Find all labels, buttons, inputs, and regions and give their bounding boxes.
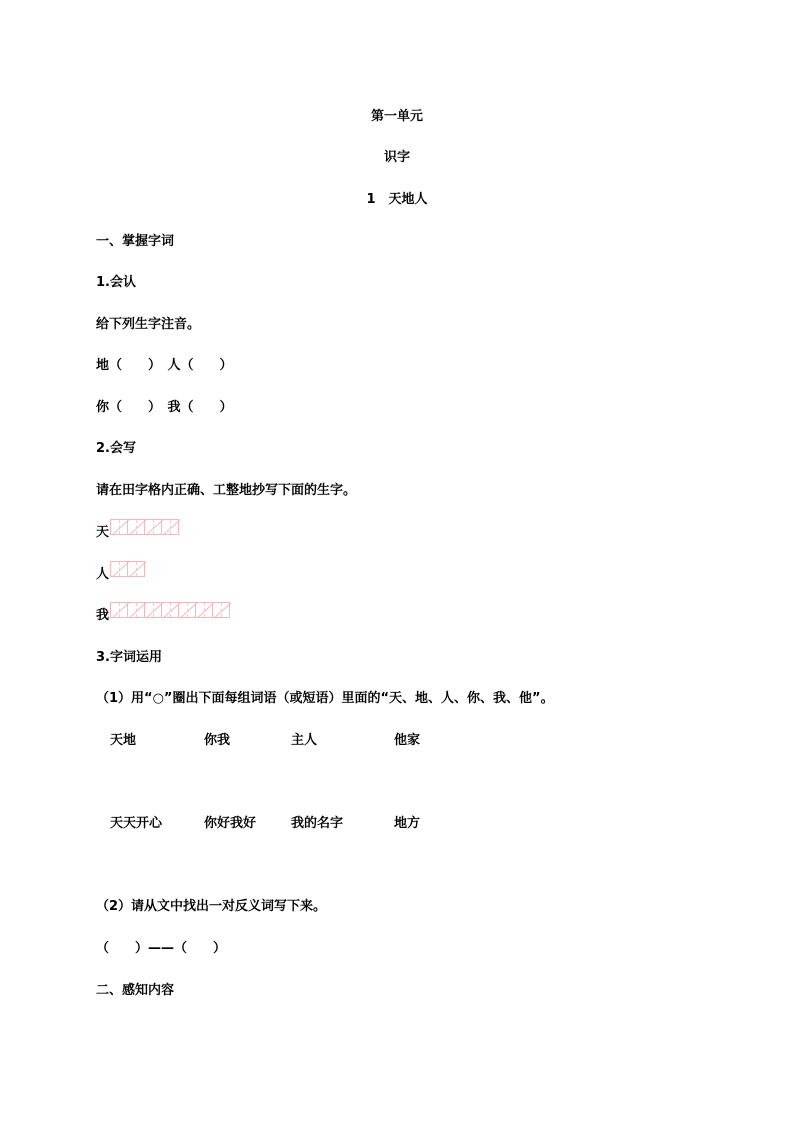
pinyin-row-2: 你（ ） 我（ ） bbox=[96, 400, 233, 415]
pinyin-row-1: 地（ ） 人（ ） bbox=[96, 358, 233, 373]
unit-title: 第一单元 bbox=[370, 109, 423, 124]
grid-cell[interactable] bbox=[127, 519, 145, 535]
q3-sub2-instruction: （2）请从文中找出一对反义词写下来。 bbox=[96, 899, 327, 914]
grid-cell[interactable] bbox=[161, 602, 179, 618]
word-item: 你我 bbox=[204, 733, 231, 748]
copy-char-ren: 人 bbox=[96, 567, 110, 582]
antonym-answer-line: （ ）——（ ） bbox=[96, 941, 227, 956]
q1-heading: 1.会认 bbox=[96, 275, 136, 290]
tianzige-grid-wo[interactable] bbox=[110, 602, 229, 618]
grid-cell[interactable] bbox=[178, 602, 196, 618]
grid-cell[interactable] bbox=[110, 561, 128, 577]
grid-cell[interactable] bbox=[127, 561, 145, 577]
q3-heading: 3.字词运用 bbox=[96, 650, 162, 665]
grid-cell[interactable] bbox=[110, 519, 128, 535]
tianzige-grid-ren[interactable] bbox=[110, 561, 144, 577]
word-item: 地方 bbox=[394, 816, 421, 831]
grid-cell[interactable] bbox=[161, 519, 179, 535]
grid-cell[interactable] bbox=[110, 602, 128, 618]
word-item: 天天开心 bbox=[110, 816, 163, 831]
part1-heading: 一、掌握字词 bbox=[96, 234, 175, 249]
word-item: 我的名字 bbox=[291, 816, 344, 831]
grid-cell[interactable] bbox=[212, 602, 230, 618]
word-item: 天地 bbox=[110, 733, 137, 748]
copy-char-tian: 天 bbox=[96, 525, 110, 540]
q3-sub1-instruction: （1）用“○”圈出下面每组词语（或短语）里面的“天、地、人、你、我、他”。 bbox=[96, 691, 554, 706]
grid-cell[interactable] bbox=[144, 519, 162, 535]
word-item: 他家 bbox=[394, 733, 421, 748]
q2-instruction: 请在田字格内正确、工整地抄写下面的生字。 bbox=[96, 483, 357, 498]
part2-heading: 二、感知内容 bbox=[96, 983, 175, 998]
q1-instruction: 给下列生字注音。 bbox=[96, 317, 201, 332]
grid-cell[interactable] bbox=[195, 602, 213, 618]
section-title: 识字 bbox=[383, 150, 410, 165]
grid-cell[interactable] bbox=[127, 602, 145, 618]
lesson-title: 1 天地人 bbox=[366, 192, 428, 207]
word-item: 你好我好 bbox=[204, 816, 257, 831]
q2-heading: 2.会写 bbox=[96, 441, 136, 456]
tianzige-grid-tian[interactable] bbox=[110, 519, 178, 535]
copy-char-wo: 我 bbox=[96, 608, 110, 623]
word-item: 主人 bbox=[291, 733, 318, 748]
grid-cell[interactable] bbox=[144, 602, 162, 618]
